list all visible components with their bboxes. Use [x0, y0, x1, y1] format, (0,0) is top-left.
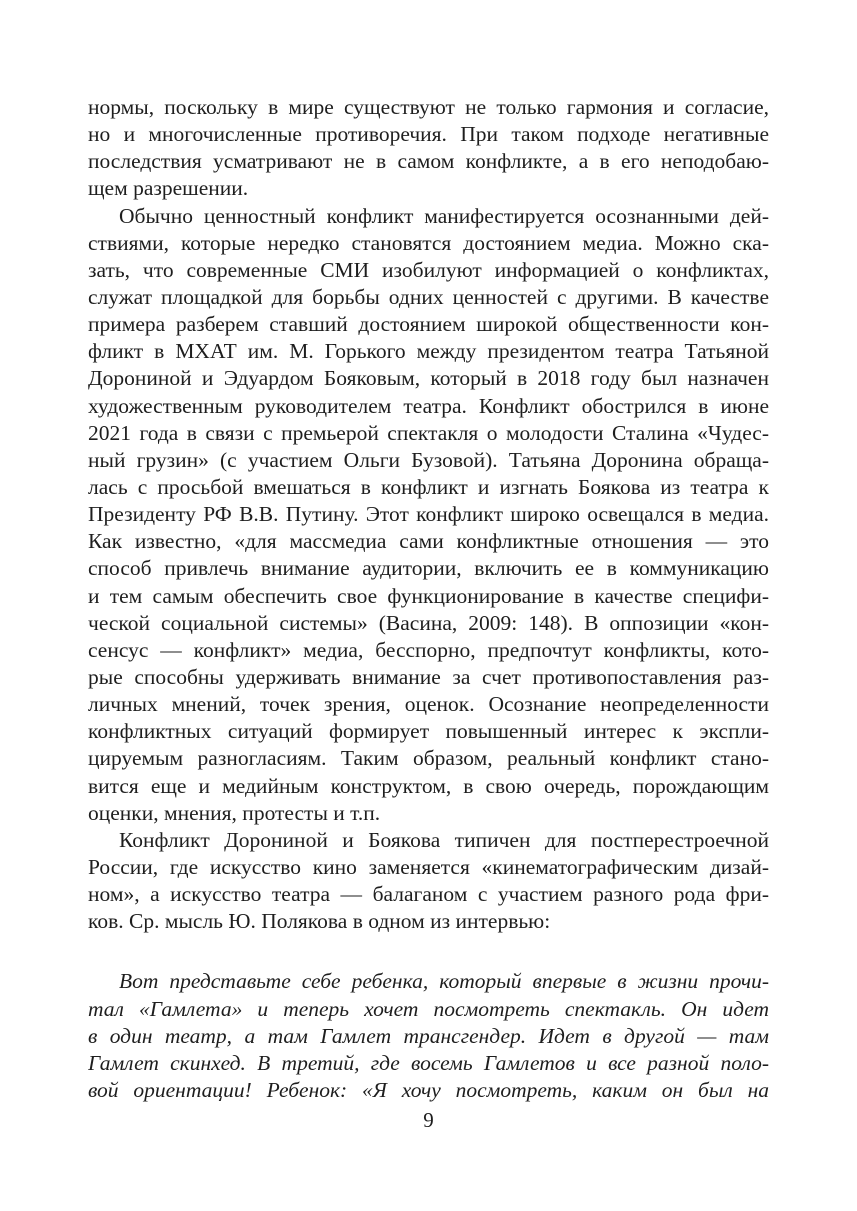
text-line: Дорониной и Эдуардом Бояковым, который в 2018 году был назначен: [88, 366, 769, 391]
quote-line: Вот представьте себе ребенка, который впервые в жизни прочи-: [119, 969, 769, 994]
text-line: нормы, поскольку в мире существуют не только гармония и согласие,: [88, 95, 769, 119]
text-line: вится еще и медийным конструктом, в свою очередь, порождающим: [88, 773, 769, 798]
text-line: ный грузин» (с участием Ольги Бузовой). Татьяна Доронина обраща-: [88, 447, 769, 472]
text-line: художественным руководителем театра. Конфликт обострился в июне: [88, 393, 769, 418]
text-line: Конфликт Дорониной и Боякова типичен для постперестроечной: [119, 827, 769, 852]
paragraph-1: [88, 94, 769, 203]
text-line: и тем самым обеспечить свое функционирование в качестве специфи-: [88, 583, 769, 608]
block-quote: [88, 968, 769, 1104]
text-line: Как известно, «для массмедиа сами конфликтные отношения — это: [88, 529, 769, 554]
text-line: служат площадкой для борьбы одних ценностей с другими. В качестве: [88, 284, 769, 309]
text-line: рые способны удерживать внимание за счет противопоставления раз-: [88, 664, 769, 689]
text-line: конфликтных ситуаций формирует повышенный интерес к экспли-: [88, 719, 769, 744]
text-line: ков. Ср. мысль Ю. Полякова в одном из интервью:: [88, 909, 551, 934]
text-line: примера разберем ставший достоянием широкой общественности кон-: [88, 312, 769, 337]
quote-line: Гамлет скинхед. В третий, где восемь Гамлетов и все разной поло-: [88, 1050, 769, 1075]
text-line: щем разрешении.: [88, 176, 249, 201]
text-line: цируемым разногласиям. Таким образом, реальный конфликт стано-: [88, 746, 769, 771]
text-line: личных мнений, точек зрения, оценок. Осознание неопределенности: [88, 692, 769, 717]
text-line: ствиями, которые нередко становятся достоянием медиа. Можно ска-: [88, 230, 769, 255]
paragraph-3: [88, 827, 769, 936]
text-line: зать, что современные СМИ изобилуют информацией о конфликтах,: [88, 257, 769, 282]
quote-line: тал «Гамлета» и теперь хочет посмотреть спектакль. Он идет: [88, 996, 769, 1021]
text-line: способ привлечь внимание аудитории, включить ее в коммуникацию: [88, 556, 769, 581]
text-line: но и многочисленные противоречия. При таком подходе негативные: [88, 122, 769, 147]
page-body: [88, 94, 769, 1104]
text-line: России, где искусство кино заменяется «кинематографическим дизай-: [88, 854, 769, 879]
text-line: оценки, мнения, протесты и т.п.: [88, 800, 381, 825]
text-line: ческой социальной системы» (Васина, 2009: 148). В оппозиции «кон-: [88, 610, 769, 635]
quote-line: вой ориентации! Ребенок: «Я хочу посмотреть, каким он был на: [88, 1077, 769, 1102]
text-line: фликт в МХАТ им. М. Горького между президентом театра Татьяной: [88, 339, 769, 364]
text-line: ном», а искусство театра — балаганом с участием разного рода фри-: [88, 882, 769, 907]
paragraph-2: [88, 203, 769, 827]
text-line: 2021 года в связи с премьерой спектакля о молодости Сталина «Чудес-: [88, 420, 769, 445]
text-line: сенсус — конфликт» медиа, бесспорно, предпочтут конфликты, кото-: [88, 637, 769, 662]
text-line: Обычно ценностный конфликт манифестируется осознанными дей-: [119, 203, 769, 228]
text-line: последствия усматривают не в самом конфликте, а в его неподобаю-: [88, 149, 769, 174]
page-number: 9: [423, 1108, 434, 1132]
text-line: лась с просьбой вмешаться в конфликт и изгнать Боякова из театра к: [88, 474, 769, 499]
quote-line: в один театр, а там Гамлет трансгендер. Идет в другой — там: [88, 1023, 769, 1048]
text-line: Президенту РФ В.В. Путину. Этот конфликт широко освещался в медиа.: [88, 502, 769, 527]
